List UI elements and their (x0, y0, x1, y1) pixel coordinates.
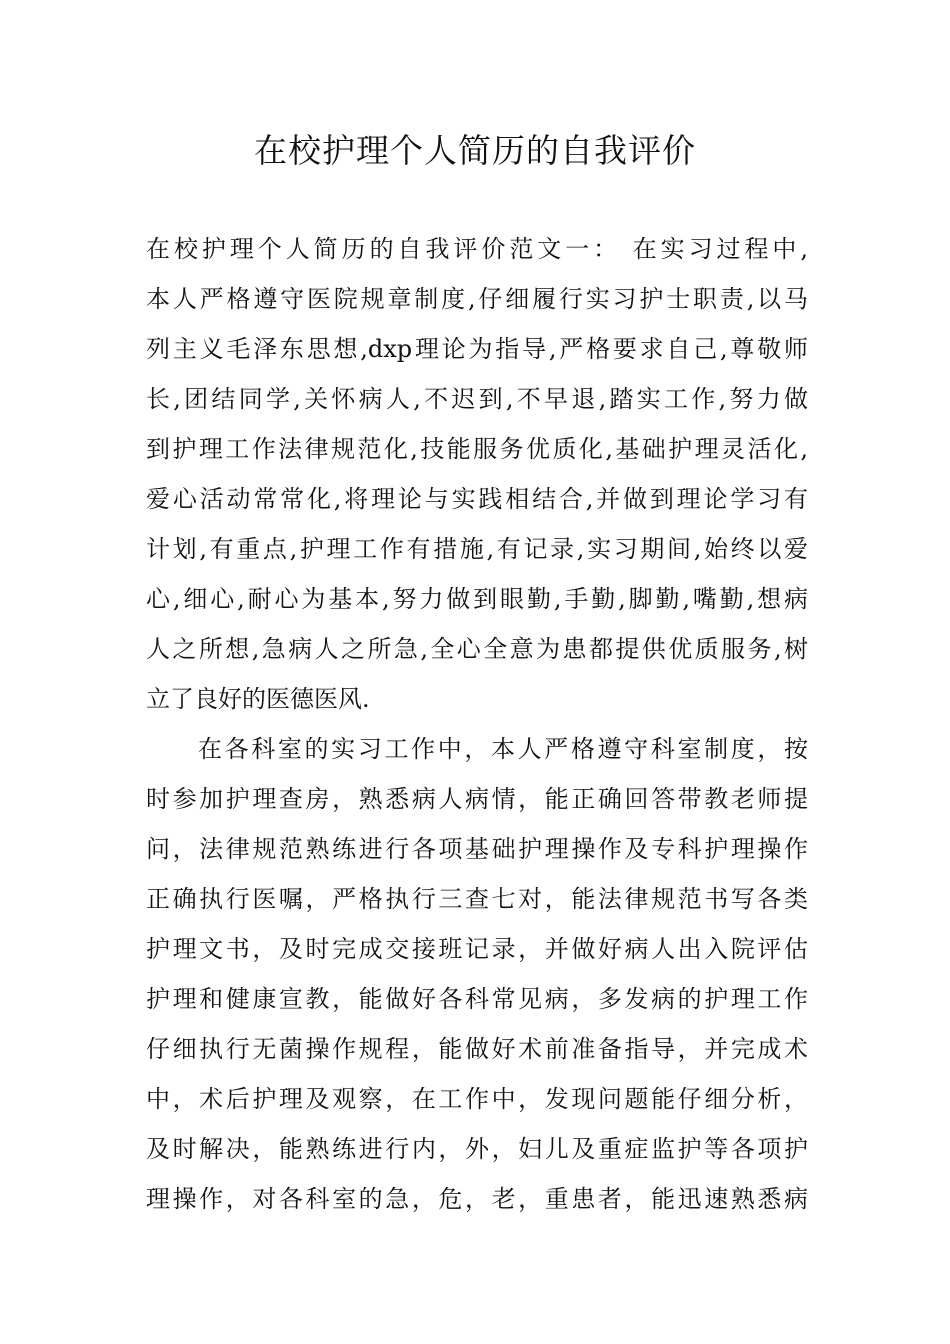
text-line: 爱心活动常常化,将理论与实践相结合,并做到理论学习有 (146, 485, 808, 513)
text-line: 中，术后护理及观察，在工作中，发现问题能仔细分析， (146, 1085, 808, 1113)
text-line: 到护理工作法律规范化,技能服务优质化,基础护理灵活化, (146, 435, 808, 463)
paragraph-start-line: 在各科室的实习工作中，本人严格遵守科室制度，按 (198, 735, 808, 763)
text-line: 问，法律规范熟练进行各项基础护理操作及专科护理操作 (146, 835, 808, 863)
text-line: 仔细执行无菌操作规程，能做好术前准备指导，并完成术 (146, 1035, 808, 1063)
text-line: 在校护理个人简历的自我评价范文一： 在实习过程中, (146, 235, 808, 263)
document-title: 在校护理个人简历的自我评价 (254, 131, 696, 170)
text-line: 护理和健康宣教，能做好各科常见病，多发病的护理工作 (146, 985, 808, 1013)
text-line: 正确执行医嘱，严格执行三查七对，能法律规范书写各类 (146, 885, 808, 913)
paragraph-end-line: 立了良好的医德医风. (146, 685, 370, 713)
document-body (146, 224, 808, 1224)
text-line: 本人严格遵守医院规章制度,仔细履行实习护士职责,以马 (146, 285, 808, 313)
text-line: 计划,有重点,护理工作有措施,有记录,实习期间,始终以爱 (146, 535, 808, 563)
text-line: 长,团结同学,关怀病人,不迟到,不早退,踏实工作,努力做 (146, 385, 808, 413)
text-line: 理操作，对各科室的急，危，老，重患者，能迅速熟悉病 (146, 1185, 808, 1213)
text-line: 时参加护理查房，熟悉病人病情，能正确回答带教老师提 (146, 785, 808, 813)
text-line: 及时解决，能熟练进行内，外，妇儿及重症监护等各项护 (146, 1135, 808, 1163)
text-line: 心,细心,耐心为基本,努力做到眼勤,手勤,脚勤,嘴勤,想病 (146, 585, 808, 613)
text-line: 护理文书，及时完成交接班记录，并做好病人出入院评估 (146, 935, 808, 963)
text-line: 列主义毛泽东思想,dxp理论为指导,严格要求自己,尊敬师 (146, 335, 808, 363)
text-line: 人之所想,急病人之所急,全心全意为患都提供优质服务,树 (146, 635, 808, 663)
